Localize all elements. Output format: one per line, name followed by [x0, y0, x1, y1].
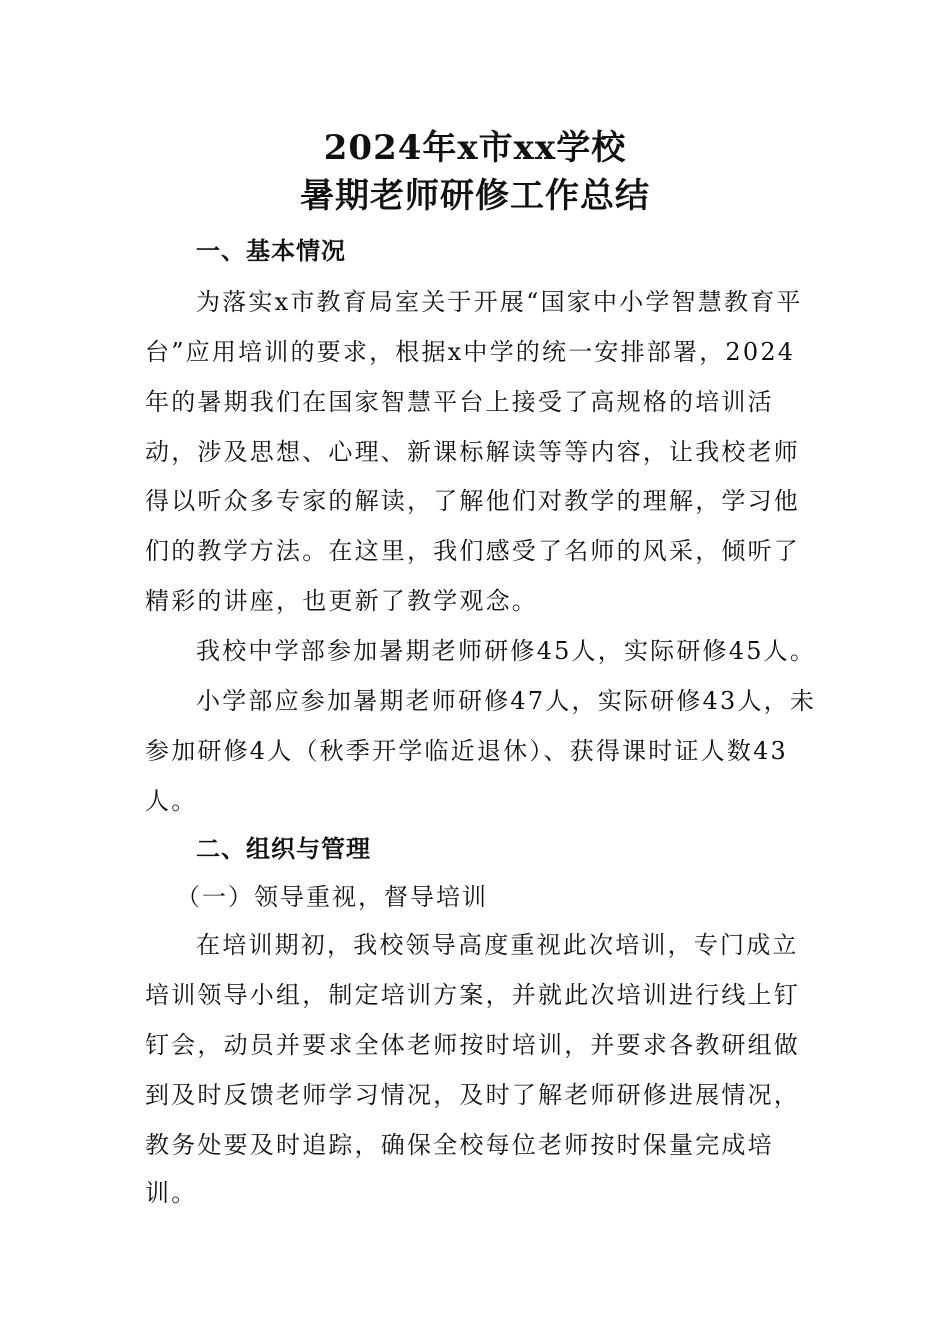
paragraph-line: 为落实x市教育局室关于开展“国家中小学智慧教育平: [196, 288, 803, 316]
paragraph-line: 参加研修4人（秋季开学临近退休）、获得课时证人数43: [145, 737, 789, 765]
paragraph-line: 培训领导小组，制定培训方案，并就此次培训进行线上钉: [145, 981, 800, 1009]
paragraph-line: 年的暑期我们在国家智慧平台上接受了高规格的培训活: [145, 388, 774, 416]
paragraph-line: 动，涉及思想、心理、新课标解读等等内容，让我校老师: [145, 438, 800, 466]
paragraph-line: 小学部应参加暑期老师研修47人，实际研修43人，未: [196, 687, 817, 715]
paragraph-line: 人。: [145, 787, 198, 815]
paragraph-line: 们的教学方法。在这里，我们感受了名师的风采，倾听了: [145, 537, 800, 565]
paragraph-line: 我校中学部参加暑期老师研修45人，实际研修45人。: [196, 637, 817, 665]
paragraph-line: 台”应用培训的要求，根据x中学的统一安排部署，2024: [145, 338, 796, 366]
document-title-line2: 暑期老师研修工作总结: [300, 176, 650, 216]
section1-heading: 一、基本情况: [196, 236, 346, 265]
paragraph-line: 训。: [145, 1179, 198, 1207]
paragraph-line: 在培训期初，我校领导高度重视此次培训，专门成立: [196, 931, 799, 959]
paragraph-line: 教务处要及时追踪，确保全校每位老师按时保量完成培: [145, 1131, 774, 1159]
paragraph-line: 到及时反馈老师学习情况，及时了解老师研修进展情况，: [145, 1081, 800, 1109]
paragraph-line: 精彩的讲座，也更新了教学观念。: [145, 587, 538, 615]
section2-heading: 二、组织与管理: [196, 834, 371, 863]
section2-subheading: （一）领导重视，督导培训: [176, 883, 488, 911]
document-title-line1: 2024年x市xx学校: [323, 128, 627, 168]
paragraph-line: 钉会，动员并要求全体老师按时培训，并要求各教研组做: [145, 1031, 800, 1059]
paragraph-line: 得以听众多专家的解读，了解他们对教学的理解，学习他: [145, 487, 800, 515]
